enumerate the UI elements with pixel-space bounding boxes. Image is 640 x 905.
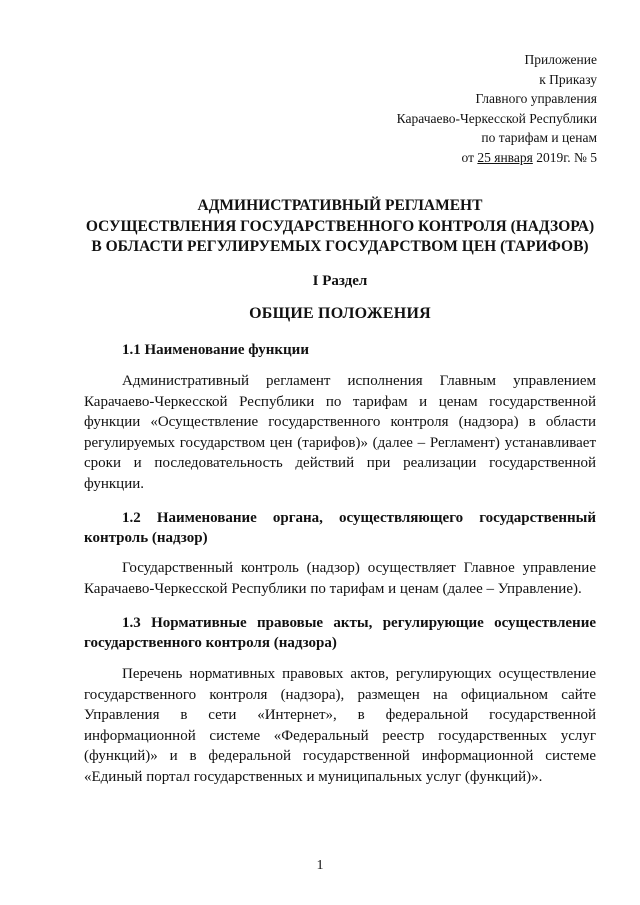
title-line: ОСУЩЕСТВЛЕНИЯ ГОСУДАРСТВЕННОГО КОНТРОЛЯ (НАДЗОРА) bbox=[85, 217, 595, 235]
title-line: В ОБЛАСТИ РЕГУЛИРУЕМЫХ ГОСУДАРСТВОМ ЦЕН (ТАРИФОВ) bbox=[91, 238, 589, 255]
appendix-date-prefix: от bbox=[461, 149, 478, 165]
appendix-line: Главного управления bbox=[475, 91, 597, 107]
appendix-line: Приложение bbox=[524, 52, 597, 67]
appendix-line: по тарифам и ценам bbox=[481, 130, 597, 146]
appendix-block bbox=[397, 50, 597, 168]
subsection-heading: 1.3 Нормативные правовые акты, регулирующие осуществление государственного контроля (надзора) bbox=[84, 615, 596, 651]
subsection-heading: 1.2 Наименование органа, осуществляющего государственный контроль (надзор) bbox=[84, 510, 596, 546]
section-number: I Раздел bbox=[312, 273, 368, 289]
appendix-line: к Приказу bbox=[539, 71, 597, 87]
page-number: 1 bbox=[316, 858, 324, 873]
appendix-date-line bbox=[397, 148, 597, 168]
title-line: АДМИНИСТРАТИВНЫЙ РЕГЛАМЕНТ bbox=[197, 197, 483, 214]
subsection-paragraph: Административный регламент исполнения Главным управлением Карачаево-Черкесской Республики по тарифам и ценам государственной функции «Осуществление государственного контроля (надзора) в области регулируемых государством цен (тарифов)» (далее – Регламент) устанавливает сроки и последовательность действий при реализации государственной функции. bbox=[84, 373, 596, 492]
subsection-heading: 1.1 Наименование функции bbox=[122, 342, 309, 358]
appendix-line: Карачаево-Черкесской Республики bbox=[396, 110, 597, 126]
subsection-paragraph: Государственный контроль (надзор) осуществляет Главное управление Карачаево-Черкесской Республики по тарифам и ценам (далее – Управление). bbox=[84, 560, 596, 597]
appendix-number: 2019г. № 5 bbox=[532, 149, 597, 165]
subsection-paragraph: Перечень нормативных правовых актов, регулирующих осуществление государственного контроля (надзора), размещен на официальном сайте Управления в сети «Интернет», в федеральной государственной информационной системе «Федеральный реестр государственных услуг (функций)» и в федеральной государственной информационной системе «Единый портал государственных и муниципальных услуг (функций)». bbox=[84, 666, 596, 785]
document-title bbox=[60, 196, 620, 258]
appendix-date: 25 января bbox=[477, 149, 533, 165]
section-title: ОБЩИЕ ПОЛОЖЕНИЯ bbox=[249, 305, 431, 322]
